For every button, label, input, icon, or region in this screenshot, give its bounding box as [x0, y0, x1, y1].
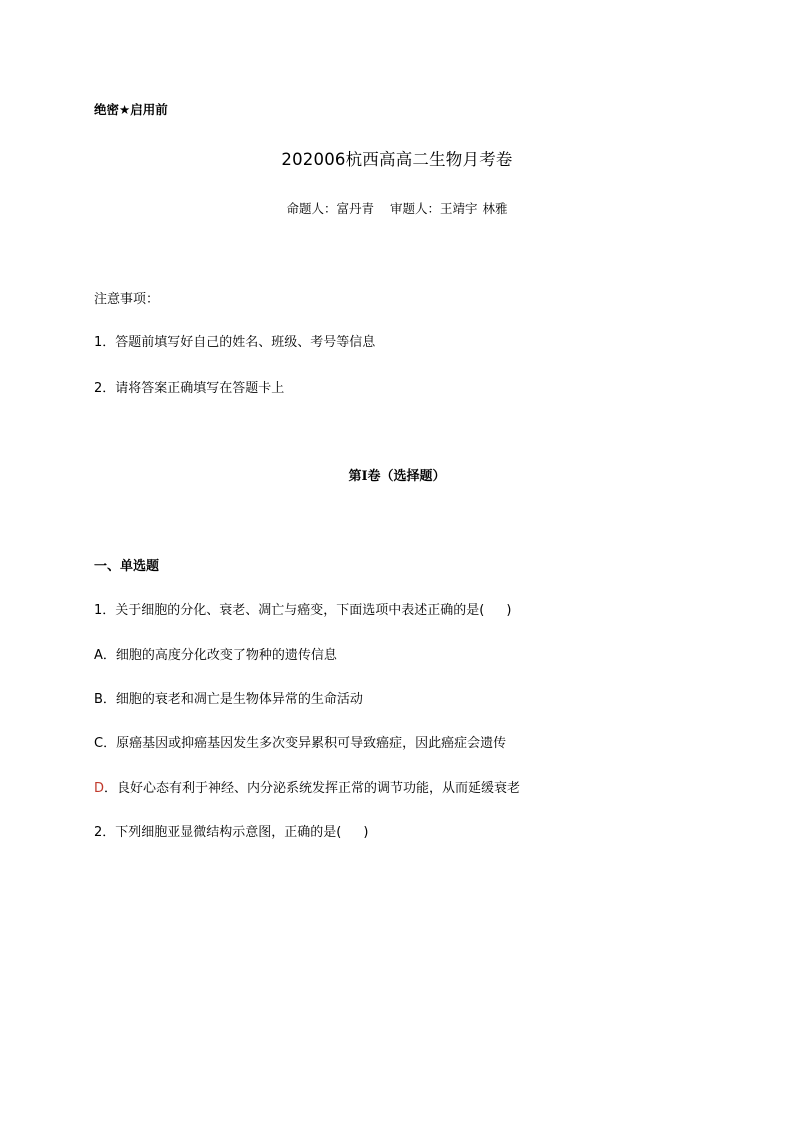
question-text: 2．下列细胞亚显微结构示意图，正确的是( — [94, 825, 342, 840]
option-text: ．良好心态有利于神经、内分泌系统发挥正常的调节功能，从而延缓衰老 — [104, 781, 521, 796]
option-a — [94, 648, 337, 664]
note-item: 2．请将答案正确填写在答题卡上 — [94, 381, 285, 396]
proposer: 命题人：富丹青 — [286, 201, 374, 216]
note-item: 1．答题前填写好自己的姓名、班级、考号等信息 — [94, 335, 376, 350]
question-1-stem — [94, 603, 511, 619]
exam-title: 202006杭西高高二生物月考卷 — [281, 150, 513, 169]
option-letter: A — [94, 648, 103, 663]
question-2-stem — [94, 825, 368, 841]
option-b — [94, 692, 363, 708]
reviewer: 审题人：王靖宇 — [389, 201, 478, 216]
author-line — [0, 201, 794, 217]
answer-blank-close: ) — [506, 603, 512, 618]
option-text: ．细胞的高度分化改变了物种的遗传信息 — [102, 648, 337, 663]
option-letter: B — [94, 692, 103, 707]
option-letter: D — [94, 781, 105, 796]
confidential-mark: 绝密★启用前 — [94, 102, 168, 117]
reviewer-2: 林雅 — [482, 201, 508, 216]
answer-blank-close: ) — [363, 825, 369, 840]
option-c — [94, 736, 506, 752]
section-title: 第I卷（选择题） — [348, 469, 446, 484]
option-d — [94, 781, 520, 797]
option-letter: C — [94, 736, 104, 751]
part-heading: 一、单选题 — [94, 559, 160, 574]
notes-label: 注意事项： — [94, 292, 160, 307]
option-text: ．原癌基因或抑癌基因发生多次变异累积可导致癌症，因此癌症会遗传 — [103, 736, 507, 751]
option-text: ．细胞的衰老和凋亡是生物体异常的生命活动 — [102, 692, 363, 707]
question-text: 1．关于细胞的分化、衰老、凋亡与癌变，下面选项中表述正确的是( — [94, 603, 485, 618]
